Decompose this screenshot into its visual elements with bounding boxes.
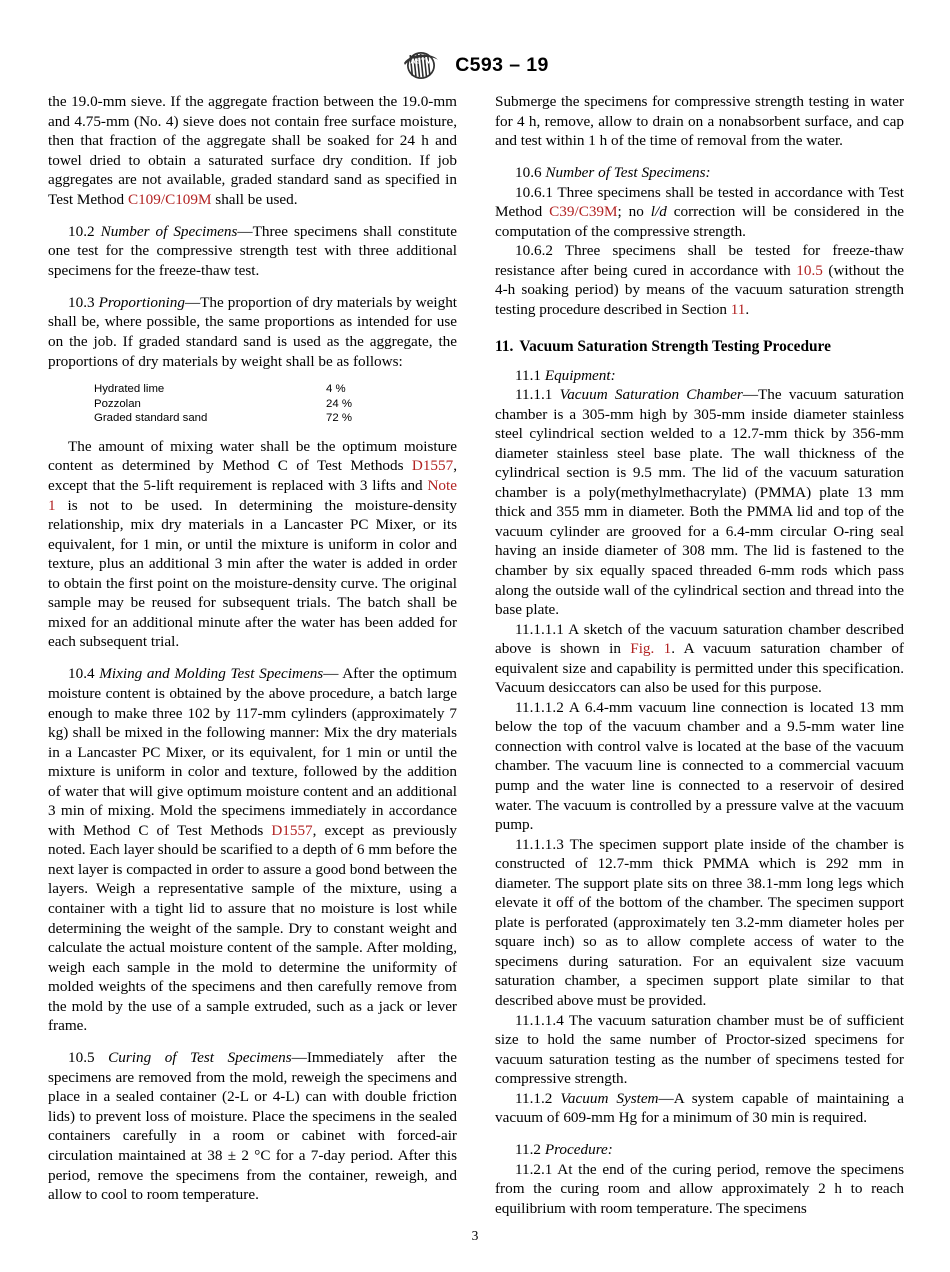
left-column bbox=[48, 92, 457, 1219]
paragraph-10-2 bbox=[48, 222, 457, 281]
material-percent: 24 % bbox=[326, 397, 352, 410]
clause-body: The proportion of dry materials by weight shall be, where possible, the same proportions as intended for use on the job. If graded standard sand is used as the aggregate, the proportions of dry materials by weight shall be as follows: bbox=[48, 293, 458, 370]
right-column bbox=[495, 92, 904, 1219]
clause-number: 11.1.1 bbox=[515, 386, 553, 404]
clause-number: 10.2 bbox=[68, 222, 95, 240]
text-run: (without the 4-h soaking period) by means of the vacuum saturation strength testing procedure described in Section bbox=[495, 261, 904, 318]
clause-number: 11.1.1.2 bbox=[515, 698, 564, 716]
clause-number: 10.5 bbox=[68, 1049, 95, 1067]
clause-number: 11.1.1.1 bbox=[515, 620, 564, 638]
link-d1557[interactable]: D1557 bbox=[271, 821, 313, 839]
link-c109-c109m[interactable]: C109/C109M bbox=[127, 190, 212, 208]
clause-title: Proportioning bbox=[98, 293, 185, 311]
page-number: 3 bbox=[471, 1228, 479, 1243]
clause-title: Number of Specimens bbox=[100, 222, 238, 240]
text-run: the 19.0-mm sieve. If the aggregate fraction between the 19.0-mm and 4.75-mm (No. 4) sieve does not contain free surface moisture, then that fraction of the aggregate shall be soaked for 24 h and towel dried to obtain a saturated surface dry condition. If job aggregates are not available, graded standard sand as specified in Test Method bbox=[48, 93, 457, 208]
proportions-table-body bbox=[94, 382, 404, 426]
paragraph-11-1 bbox=[495, 366, 904, 386]
material-name: Pozzolan bbox=[94, 397, 141, 410]
text-run: , except that the 5-lift requirement is replaced with 3 lifts and bbox=[48, 457, 457, 494]
clause-body: Three specimens shall constitute one test for the compressive strength test with three additional specimens for the freeze-thaw test. bbox=[48, 222, 457, 279]
paragraph-11-1-1-2 bbox=[495, 698, 904, 835]
clause-title: Number of Test Specimens: bbox=[545, 164, 711, 182]
clause-title: Vacuum Saturation Chamber bbox=[559, 386, 743, 404]
clause-number: 10.6 bbox=[515, 164, 542, 182]
paragraph-10-6-1 bbox=[495, 183, 904, 242]
em-dash: — bbox=[237, 222, 253, 240]
text-run: shall be used. bbox=[211, 190, 298, 208]
link-clause-10-5[interactable]: 10.5 bbox=[796, 261, 823, 279]
material-name: Graded standard sand bbox=[94, 412, 208, 425]
paragraph-11-1-1-3 bbox=[495, 835, 904, 1011]
section-11-heading bbox=[495, 337, 904, 356]
em-dash: — bbox=[323, 665, 343, 683]
page-header bbox=[0, 48, 950, 82]
material-percent: 72 % bbox=[326, 412, 352, 425]
clause-body: The specimen support plate inside of the chamber is constructed of 12.7-mm thick PMMA which is 292 mm in diameter. The support plate sits on three 38.1-mm long legs which elevate it off of the bottom of the chamber. The specimen support plate is perforated (approximately ten 3.2-mm diameter holes per square inch) so as to allow complete access of water to the specimens during saturation. For an equivalent size vacuum saturation chamber, a specimen support plate similar to that described above must be provided. bbox=[495, 835, 904, 1010]
paragraph-11-1-1-1 bbox=[495, 620, 904, 698]
clause-number: 10.6.1 bbox=[515, 183, 553, 201]
paragraph-11-1-2 bbox=[495, 1089, 904, 1128]
standard-designation: C593 – 19 bbox=[455, 53, 549, 76]
clause-body: A system capable of maintaining a vacuum of 609-mm Hg for a minimum of 30 min is required. bbox=[495, 1089, 904, 1127]
paragraph-10-6 bbox=[495, 163, 904, 183]
clause-body: Three specimens shall be tested in accordance with Test Method bbox=[495, 183, 904, 221]
paragraph-11-1-1 bbox=[495, 385, 904, 620]
clause-number: 11.1.1.4 bbox=[515, 1011, 564, 1029]
clause-number: 10.3 bbox=[68, 293, 95, 311]
table-row bbox=[94, 411, 404, 426]
clause-number: 11.2.1 bbox=[515, 1160, 553, 1178]
section-title: Vacuum Saturation Strength Testing Procedure bbox=[519, 337, 831, 355]
table-row bbox=[94, 397, 404, 412]
text-run: The amount of mixing water shall be the optimum moisture content as determined by Method C of Test Methods bbox=[48, 437, 457, 475]
link-d1557[interactable]: D1557 bbox=[411, 457, 454, 475]
clause-body: Three specimens shall be tested for freeze-thaw resistance after being cured in accordance with bbox=[495, 242, 904, 279]
clause-number: 10.4 bbox=[68, 665, 95, 683]
material-name: Hydrated lime bbox=[94, 383, 165, 396]
clause-body: A sketch of the vacuum saturation chamber described above is shown in bbox=[495, 620, 904, 658]
svg-text:ASTM: ASTM bbox=[410, 56, 432, 65]
proportions-table bbox=[94, 382, 404, 426]
clause-body: After the optimum moisture content is obtained by the above procedure, a batch large enough to make three 102 by 117-mm cylinders (approximately 7 kg) shall be mixed in the following manner: Mix the dry materials in a Lancaster PC Mixer, or its equivalent, for 1 min or until the mixture is uniform in color and texture, followed by the addition of water that will give optimum moisture content and an additional 3 min of mixing. Mold the specimens immediately in accordance with Method C of Test Methods bbox=[48, 665, 457, 839]
section-number: 11. bbox=[495, 337, 514, 355]
paragraph-continued-from-left-column: Submerge the specimens for compressive strength testing in water for 4 h, remove, allow to drain on a nonabsorbent surface, and cap and test within 1 h of the time of removal from the water. bbox=[495, 93, 904, 150]
clause-number: 11.1 bbox=[515, 366, 542, 384]
table-row bbox=[94, 382, 404, 397]
paragraph-10-3 bbox=[48, 293, 457, 371]
clause-title: Curing of Test Specimens bbox=[108, 1049, 292, 1067]
em-dash: — bbox=[184, 293, 201, 311]
clause-body: Immediately after the specimens are removed from the mold, reweigh the specimens and place in a sealed container (2-L or 4-L) can with double friction lids) to prevent loss of moisture. Place the specimens in the sealed containers carefully in a room or cabinet with forced-air circulation maintained at 38 ± 2 °C for a 7-day period. After this period, remove the specimens from the container, reweigh, and allow to cool to room temperature. bbox=[48, 1049, 458, 1204]
clause-body: At the end of the curing period, remove the specimens from the curing room and allow approximately 2 h to reach equilibrium with room temperature. The specimens bbox=[495, 1160, 904, 1217]
text-run: correction will be considered in the computation of the compressive strength. bbox=[495, 203, 904, 240]
symbol-l-over-d: l/d bbox=[650, 203, 667, 221]
clause-body-continued: , except as previously noted. Each layer should be scarified to a depth of 6 mm before the next layer is compacted in order to assure a good bond between the layers. Weigh a representative sample of the mixture, using a container with a tight lid to assure that no moisture is lost while determining the weight of the sample. Dry to constant weight and calculate the actual moisture content of the sample. After molding, weigh each sample in the mold to determine the uniformity of molded weights of the specimens and then carefully remove from the mold by the use of a sample extruded, such as a jack or lever frame. bbox=[48, 821, 458, 1035]
paragraph-11-2 bbox=[495, 1140, 904, 1160]
clause-number: 11.2 bbox=[515, 1141, 542, 1159]
clause-title: Procedure: bbox=[544, 1141, 613, 1159]
text-run: is not to be used. In determining the moisture-density relationship, mix dry materials in a Lancaster PC Mixer, or its equivalent, for 1 min, or until the mixture is uniform in color and texture, plus an additional 3 min after the water is added in order to obtain the first point on the moisture-density curve. The original sample may be reused for subsequent trials. The batch shall be mixed for an additional minute after the water has been added for each subsequent trial. bbox=[48, 496, 457, 651]
em-dash: — bbox=[291, 1049, 307, 1067]
clause-title: Vacuum System bbox=[560, 1089, 659, 1107]
clause-body: A 6.4-mm vacuum line connection is located 13 mm below the top of the vacuum chamber and a 9.5-mm water line connection with control valve is located at the base of the vacuum chamber. The vacuum line is connected to a commercial vacuum pump and the water line is connected to a reservoir of desired water. The vacuum is controlled by a pressure valve at the vacuum pump. bbox=[495, 698, 904, 834]
clause-number: 10.6.2 bbox=[515, 242, 553, 260]
paragraph-11-1-1-4 bbox=[495, 1011, 904, 1089]
page-columns bbox=[48, 92, 904, 1219]
clause-title: Mixing and Molding Test Specimens bbox=[99, 665, 324, 683]
paragraph-11-2-1 bbox=[495, 1160, 904, 1219]
em-dash: — bbox=[742, 386, 758, 404]
link-section-11[interactable]: 11 bbox=[730, 300, 746, 318]
paragraph-mixing-water bbox=[48, 437, 457, 652]
clause-body: The vacuum saturation chamber is a 305-mm high by 305-mm inside diameter stainless steel cylindrical section welded to a 12.7-mm thick by 356-mm diameter stainless steel base plate. The wall thickness of the cylindrical section is 9.5 mm. The lid of the vacuum saturation chamber is a poly(methylmethacrylate) (PMMA) plate 13 mm thick and 355 mm in diameter. Both the PMMA lid and top of the vacuum cylinder are grooved for a 6.4-mm circular O-ring seal having an inside diameter of 308 mm. The lid is fastened to the chamber by six equally spaced threaded 6-mm rods which pass along the outside wall of the cylindrical section and thread into the base plate. bbox=[495, 386, 905, 619]
paragraph-10-4 bbox=[48, 664, 457, 1035]
text-run: ; no bbox=[617, 203, 651, 221]
clause-number: 11.1.1.3 bbox=[515, 835, 564, 853]
link-note-1[interactable]: Note 1 bbox=[48, 476, 457, 514]
clause-title: Equipment: bbox=[544, 366, 616, 384]
paragraph-continued-from-previous-page bbox=[48, 92, 457, 209]
clause-number: 11.1.2 bbox=[515, 1089, 553, 1107]
astm-logo-icon bbox=[401, 50, 441, 81]
text-run: . A vacuum saturation chamber of equivalent size and capability is permitted under this specification. Vacuum desiccators can also be used for this purpose. bbox=[495, 640, 904, 697]
clause-body: The vacuum saturation chamber must be of sufficient size to hold the same number of Proctor-sized specimens for vacuum saturation testing as the number of specimens tested for compressive strength. bbox=[495, 1011, 904, 1088]
material-percent: 4 % bbox=[326, 383, 346, 396]
link-fig-1[interactable]: Fig. 1 bbox=[630, 640, 672, 658]
text-run: . bbox=[745, 300, 750, 318]
paragraph-10-5 bbox=[48, 1048, 457, 1204]
link-c39-c39m[interactable]: C39/C39M bbox=[549, 203, 618, 221]
paragraph-10-6-2 bbox=[495, 241, 904, 319]
em-dash: — bbox=[658, 1089, 674, 1107]
